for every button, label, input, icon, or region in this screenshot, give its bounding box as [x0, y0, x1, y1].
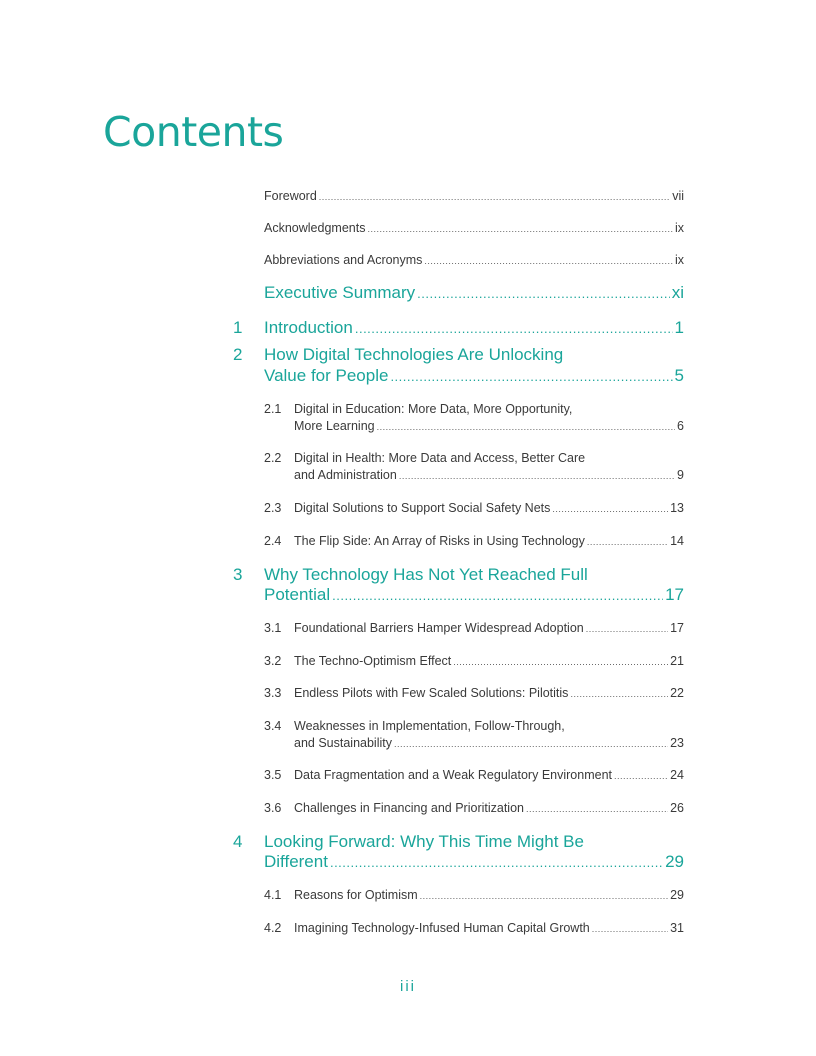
- toc-section-title: The Techno-Optimism Effect: [294, 654, 452, 668]
- toc-section-3-3[interactable]: [294, 685, 684, 703]
- toc-chapter-4[interactable]: [264, 852, 684, 873]
- chapter-number: 1: [233, 318, 243, 337]
- toc-section-4-1[interactable]: [294, 887, 684, 905]
- toc-section-page: 29: [670, 888, 684, 902]
- dot-leader: [355, 319, 673, 339]
- toc-section-page: 9: [677, 468, 684, 482]
- toc-section-title: Reasons for Optimism: [294, 888, 418, 902]
- section-number: 3.1: [264, 621, 282, 635]
- dot-leader: [420, 888, 668, 905]
- dot-leader: [367, 224, 673, 234]
- toc-section-3-5[interactable]: [294, 767, 684, 785]
- toc-chapter-page: 5: [674, 366, 684, 385]
- dot-leader: [332, 586, 663, 606]
- dot-leader: [377, 419, 675, 436]
- toc-entry-acknowledgments[interactable]: [264, 221, 684, 235]
- toc-section-2-3[interactable]: [294, 500, 684, 518]
- section-number: 3.6: [264, 801, 282, 815]
- toc-section-page: 13: [670, 501, 684, 515]
- toc-section-page: 24: [670, 768, 684, 782]
- toc-chapter-2[interactable]: [264, 366, 684, 387]
- toc-chapter-title-line2: Value for People: [264, 366, 389, 385]
- toc-section-title-line1[interactable]: Digital in Education: More Data, More Opportunity,: [294, 402, 573, 416]
- toc-entry-title: Foreword: [264, 189, 317, 203]
- toc-section-2-4[interactable]: [294, 533, 684, 551]
- section-number: 2.3: [264, 501, 282, 515]
- toc-section-title-line2: More Learning: [294, 419, 375, 433]
- dot-leader: [587, 534, 668, 551]
- dot-leader: [424, 256, 673, 266]
- dot-leader: [394, 736, 668, 753]
- toc-chapter-title: Introduction: [264, 318, 353, 337]
- dot-leader: [592, 921, 668, 938]
- toc-section-page: 26: [670, 801, 684, 815]
- toc-entry-page: ix: [674, 221, 684, 235]
- dot-leader: [330, 853, 663, 873]
- toc-section-page: 14: [670, 534, 684, 548]
- toc-entry-title: Abbreviations and Acronyms: [264, 253, 423, 267]
- dot-leader: [552, 501, 668, 518]
- toc-section-title: Foundational Barriers Hamper Widespread Adoption: [294, 621, 584, 635]
- toc-section-title: The Flip Side: An Array of Risks in Using Technology: [294, 534, 585, 548]
- section-number: 4.2: [264, 921, 282, 935]
- toc-chapter-title-line2: Different: [264, 852, 328, 871]
- toc-section-title: Challenges in Financing and Prioritization: [294, 801, 524, 815]
- section-number: 3.4: [264, 719, 282, 733]
- toc-entry-foreword[interactable]: [264, 189, 684, 203]
- toc-section-3-2[interactable]: [294, 653, 684, 671]
- section-number: 2.2: [264, 451, 282, 465]
- toc-section-title: Digital Solutions to Support Social Safety Nets: [294, 501, 551, 515]
- toc-section-page: 6: [677, 419, 684, 433]
- section-number: 3.5: [264, 768, 282, 782]
- toc-chapter-title-line1[interactable]: Looking Forward: Why This Time Might Be: [264, 832, 584, 851]
- chapter-number: 4: [233, 832, 243, 851]
- dot-leader: [614, 768, 668, 785]
- section-number: 2.1: [264, 402, 282, 416]
- page-title: Contents: [103, 108, 284, 156]
- dot-leader: [390, 367, 672, 387]
- toc-section-title: Imagining Technology-Infused Human Capital Growth: [294, 921, 590, 935]
- toc-section-title-line1[interactable]: Digital in Health: More Data and Access, Better Care: [294, 451, 586, 465]
- dot-leader: [526, 801, 668, 818]
- dot-leader: [453, 654, 668, 671]
- toc-section-2-2[interactable]: [294, 467, 684, 485]
- toc-entry-title: Executive Summary: [264, 283, 416, 302]
- dot-leader: [319, 192, 670, 202]
- toc-entry-executive-summary[interactable]: [264, 283, 684, 303]
- section-number: 3.2: [264, 654, 282, 668]
- section-number: 2.4: [264, 534, 282, 548]
- dot-leader: [417, 286, 670, 301]
- toc-chapter-page: 17: [665, 585, 684, 604]
- toc-section-2-1[interactable]: [294, 418, 684, 436]
- toc-section-page: 31: [670, 921, 684, 935]
- toc-section-4-2[interactable]: [294, 920, 684, 938]
- toc-section-3-1[interactable]: [294, 620, 684, 638]
- toc-section-3-4[interactable]: [294, 735, 684, 753]
- toc-entry-title: Acknowledgments: [264, 221, 366, 235]
- toc-section-page: 22: [670, 686, 684, 700]
- toc-entry-page: ix: [674, 253, 684, 267]
- toc-chapter-page: 1: [674, 318, 684, 337]
- toc-entry-page: xi: [671, 283, 684, 302]
- section-number: 4.1: [264, 888, 282, 902]
- chapter-number: 3: [233, 565, 243, 584]
- toc-section-page: 23: [670, 736, 684, 750]
- chapter-number: 2: [233, 345, 243, 364]
- folio-page-number: iii: [400, 978, 416, 995]
- dot-leader: [399, 468, 675, 485]
- toc-chapter-3[interactable]: [264, 585, 684, 606]
- dot-leader: [586, 621, 668, 638]
- toc-section-title-line2: and Administration: [294, 468, 397, 482]
- toc-section-title: Endless Pilots with Few Scaled Solutions: Pilotitis: [294, 686, 569, 700]
- toc-entry-abbreviations[interactable]: [264, 253, 684, 267]
- section-number: 3.3: [264, 686, 282, 700]
- toc-section-title-line1[interactable]: Weaknesses in Implementation, Follow-Through,: [294, 719, 565, 733]
- toc-chapter-page: 29: [665, 852, 684, 871]
- toc-section-page: 21: [670, 654, 684, 668]
- toc-section-title: Data Fragmentation and a Weak Regulatory Environment: [294, 768, 612, 782]
- toc-chapter-1[interactable]: [264, 318, 684, 339]
- toc-section-page: 17: [670, 621, 684, 635]
- dot-leader: [570, 686, 668, 703]
- toc-chapter-title-line1[interactable]: Why Technology Has Not Yet Reached Full: [264, 565, 588, 584]
- toc-entry-page: vii: [672, 189, 684, 203]
- toc-section-title-line2: and Sustainability: [294, 736, 392, 750]
- toc-chapter-title-line1[interactable]: How Digital Technologies Are Unlocking: [264, 345, 564, 364]
- toc-section-3-6[interactable]: [294, 800, 684, 818]
- toc-chapter-title-line2: Potential: [264, 585, 331, 604]
